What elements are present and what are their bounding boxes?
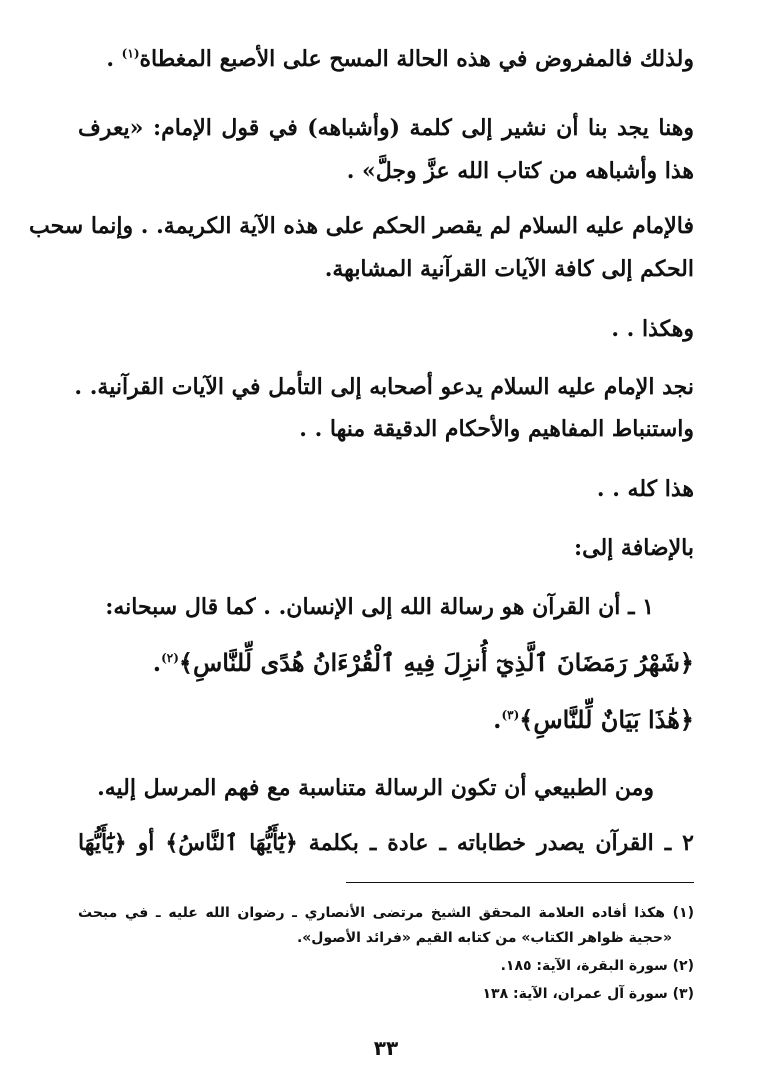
footnote-ref-3: (٣) [501,708,520,722]
footnote-1-cont: «حجية ظواهر الكتاب» من كتابه القيم «فرائد الأصول». [296,930,672,946]
body-line-7: نجد الإمام عليه السلام يدعو أصحابه إلى التأمل في الآيات القرآنية. . [74,374,694,400]
footnote-ref-2: (٢) [161,651,179,665]
body-line-11: ١ ـ أن القرآن هو رسالة الله إلى الإنسان. . كما قال سبحانه: [105,594,654,620]
body-line-1: ولذلك فالمفروض في هذه الحالة المسح على الأصبع المغطاة$^{(١)}$ . [106,46,694,72]
quran-verse-2: ﴿هَٰذَا بَيَانٌ لِّلنَّاسِ﴾$^{(٣)}$. [493,705,694,734]
body-line-2: وهنا يجد بنا أن نشير إلى كلمة (وأشباهه) في قول الإمام: «يعرف [78,115,694,141]
body-line-5: الحكم إلى كافة الآيات القرآنية المشابهة. [324,256,694,282]
quran-verse-1: ﴿شَهْرُ رَمَضَانَ ٱلَّذِيٓ أُنزِلَ فِيهِ ٱلْقُرْءَانُ هُدًى لِّلنَّاسِ﴾$^{(٢)}$. [152,648,694,677]
body-line-15: ٢ ـ القرآن يصدر خطاباته ـ عادة ـ بكلمة ﴿يَٰٓأَيُّهَا ٱلنَّاسُ﴾ أو ﴿يَٰٓأَيُّهَا [78,830,694,856]
footnote-ref-1: (١) [121,46,140,61]
body-line-3: هذا وأشباهه من كتاب الله عزَّ وجلَّ» . [346,158,694,184]
body-line-4: فالإمام عليه السلام لم يقصر الحكم على هذه الآية الكريمة. . وإنما سحب [28,213,694,239]
body-line-14: ومن الطبيعي أن تكون الرسالة متناسبة مع فهم المرسل إليه. [97,775,654,801]
footnote-separator [346,882,694,883]
body-line-9: هذا كله . . [596,476,694,502]
page-number: ٣٣ [373,1036,399,1060]
footnote-3: (٣) سورة آل عمران، الآية: ١٣٨ [482,986,694,1002]
body-line-10: بالإضافة إلى: [573,535,694,561]
body-line-8: واستنباط المفاهيم والأحكام الدقيقة منها . . [299,416,694,442]
footnote-1: (١) هكذا أفاده العلامة المحقق الشيخ مرتضى الأنصاري ـ رضوان الله عليه ـ في مبحث [78,905,694,921]
footnote-2: (٢) سورة البقرة، الآية: ١٨٥. [500,958,694,974]
body-line-6: وهكذا . . [611,316,694,342]
